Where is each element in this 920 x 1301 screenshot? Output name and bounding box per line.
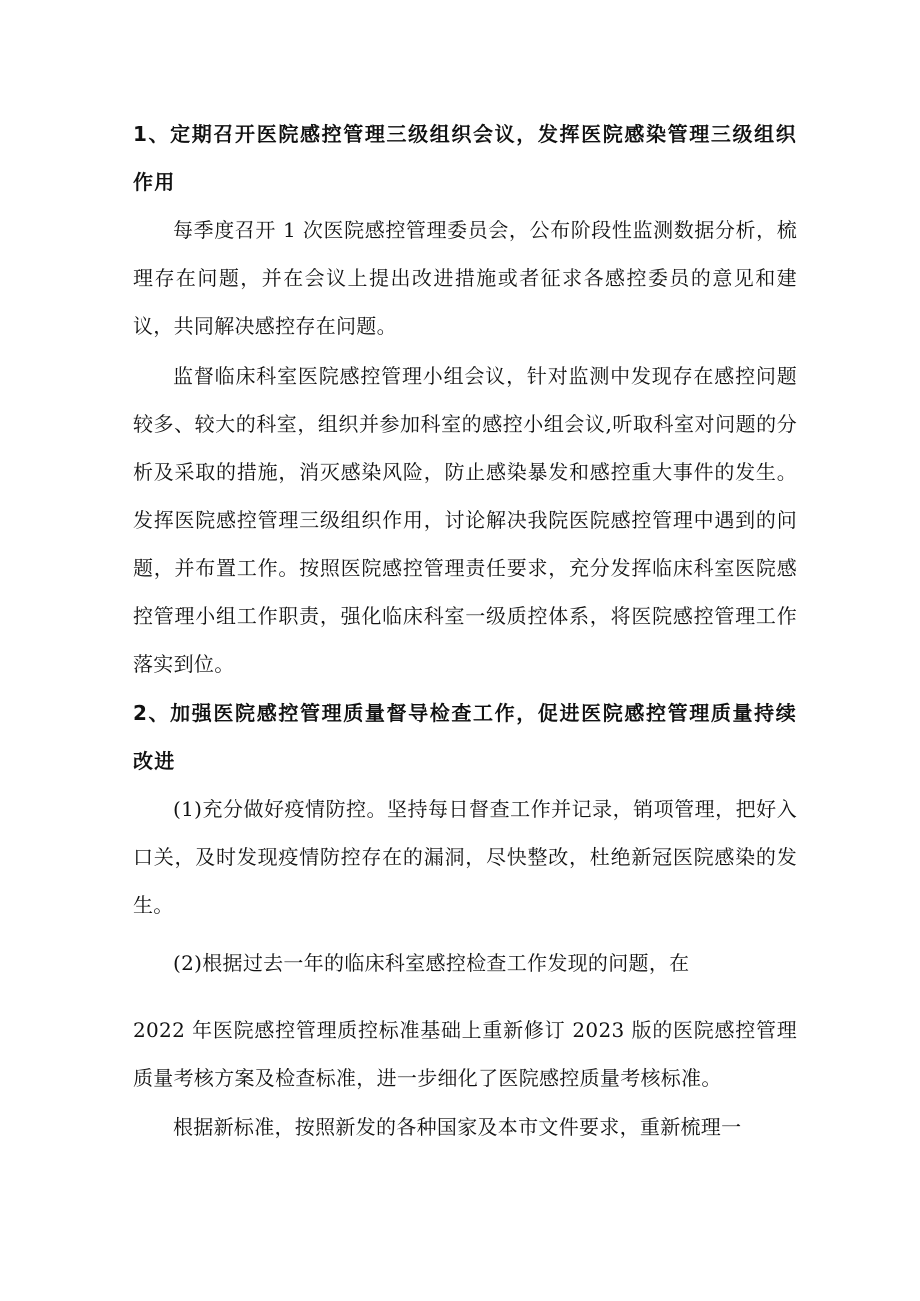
section-2-paragraph-2: (2)根据过去一年的临床科室感控检查工作发现的问题，在	[173, 951, 690, 975]
section-2-heading: 2、加强医院感控管理质量督导检查工作，促进医院感控管理质量持续改进	[133, 701, 797, 773]
section-2-paragraph-4: 根据新标准，按照新发的各种国家及本市文件要求，重新梳理一	[173, 1115, 742, 1139]
section-2-paragraph-1: (1)充分做好疫情防控。坚持每日督查工作并记录，销项管理，把好入口关，及时发现疫情防控存在的漏洞，尽快整改，杜绝新冠医院感染的发生。	[133, 797, 797, 917]
section-1-heading: 1、定期召开医院感控管理三级组织会议，发挥医院感染管理三级组织作用	[133, 122, 797, 194]
section-1-paragraph-2: 监督临床科室医院感控管理小组会议，针对监测中发现存在感控问题较多、较大的科室，组织并参加科室的感控小组会议,听取科室对问题的分析及采取的措施，消灭感染风险，防止感染暴发和感控重大事件的发生。发挥医院感控管理三级组织作用，讨论解决我院医院感控管理中遇到的问题，并布置工作。按照医院感控管理责任要求，充分发挥临床科室医院感控管理小组工作职责，强化临床科室一级质控体系，将医院感控管理工作落实到位。	[133, 364, 797, 676]
section-2-paragraph-3: 2022 年医院感控管理质控标准基础上重新修订 2023 版的医院感控管理质量考核方案及检查标准，进一步细化了医院感控质量考核标准。	[133, 1018, 797, 1090]
section-1-paragraph-1: 每季度召开 1 次医院感控管理委员会，公布阶段性监测数据分析，梳理存在问题，并在会议上提出改进措施或者征求各感控委员的意见和建议，共同解决感控存在问题。	[133, 218, 797, 338]
